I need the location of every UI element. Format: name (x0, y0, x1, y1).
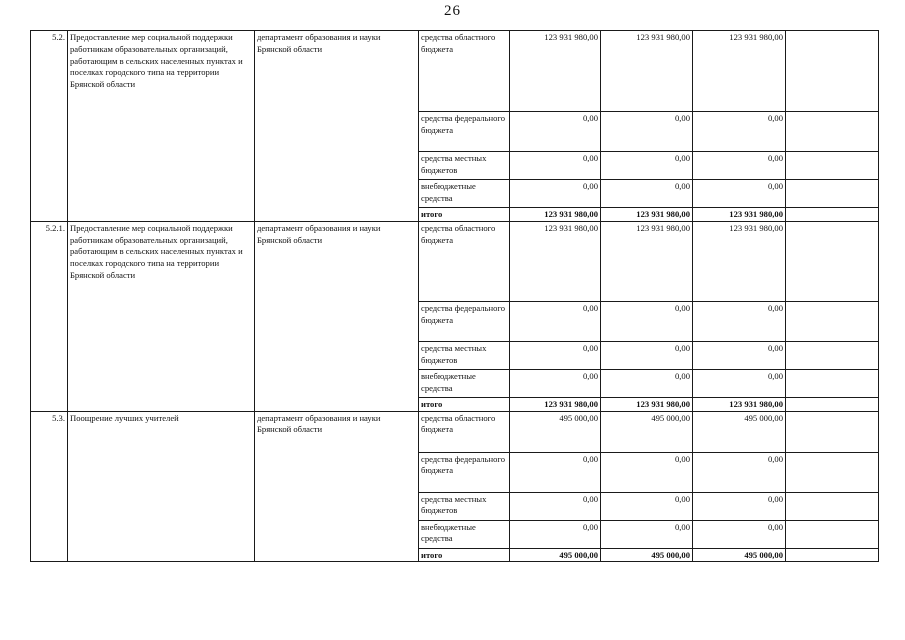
section-executor: департамент образования и науки Брянской области (255, 221, 419, 411)
funding-source: итого (419, 548, 510, 562)
empty-cell (786, 341, 879, 369)
amount-cell: 495 000,00 (601, 548, 693, 562)
empty-cell (786, 152, 879, 180)
amount-cell: 0,00 (693, 341, 786, 369)
amount-cell: 495 000,00 (601, 411, 693, 452)
amount-cell: 0,00 (601, 341, 693, 369)
amount-cell: 123 931 980,00 (601, 221, 693, 301)
funding-source: внебюджетные средства (419, 180, 510, 208)
amount-cell: 495 000,00 (693, 548, 786, 562)
funding-source: средства областного бюджета (419, 221, 510, 301)
amount-cell: 0,00 (693, 301, 786, 341)
table-row (31, 31, 879, 112)
amount-cell: 123 931 980,00 (693, 31, 786, 112)
amount-cell: 123 931 980,00 (510, 221, 601, 301)
empty-cell (786, 452, 879, 492)
amount-cell: 0,00 (693, 152, 786, 180)
section-title: Поощрение лучших учителей (68, 411, 255, 562)
empty-cell (786, 112, 879, 152)
amount-cell: 0,00 (601, 180, 693, 208)
amount-cell: 0,00 (601, 492, 693, 520)
empty-cell (786, 221, 879, 301)
amount-cell: 0,00 (601, 152, 693, 180)
amount-cell: 0,00 (693, 369, 786, 397)
amount-cell: 0,00 (601, 301, 693, 341)
amount-cell: 0,00 (693, 180, 786, 208)
amount-cell: 0,00 (693, 492, 786, 520)
section-number: 5.3. (31, 411, 68, 562)
funding-source: средства областного бюджета (419, 31, 510, 112)
funding-source: средства федерального бюджета (419, 301, 510, 341)
amount-cell: 0,00 (510, 180, 601, 208)
funding-source: средства федерального бюджета (419, 112, 510, 152)
empty-cell (786, 301, 879, 341)
amount-cell: 0,00 (510, 452, 601, 492)
table-row (31, 221, 879, 301)
amount-cell: 0,00 (510, 369, 601, 397)
funding-source: средства областного бюджета (419, 411, 510, 452)
amount-cell: 0,00 (510, 341, 601, 369)
amount-cell: 123 931 980,00 (510, 31, 601, 112)
page-number: 26 (444, 3, 461, 19)
table-row (31, 411, 879, 452)
amount-cell: 0,00 (601, 369, 693, 397)
section-title: Предоставление мер социальной поддержки работникам образовательных организаций, работающим в сельских населенных пунктах и поселках городского типа на территории Брянской области (68, 221, 255, 411)
section-executor: департамент образования и науки Брянской области (255, 31, 419, 222)
amount-cell: 0,00 (601, 452, 693, 492)
amount-cell: 0,00 (510, 112, 601, 152)
empty-cell (786, 180, 879, 208)
empty-cell (786, 411, 879, 452)
amount-cell: 0,00 (510, 301, 601, 341)
section-executor: департамент образования и науки Брянской области (255, 411, 419, 562)
empty-cell (786, 492, 879, 520)
funding-source: средства местных бюджетов (419, 152, 510, 180)
funding-source: итого (419, 397, 510, 411)
funding-source: внебюджетные средства (419, 369, 510, 397)
section-number: 5.2. (31, 31, 68, 222)
amount-cell: 495 000,00 (510, 411, 601, 452)
amount-cell: 495 000,00 (510, 548, 601, 562)
amount-cell: 495 000,00 (693, 411, 786, 452)
amount-cell: 123 931 980,00 (510, 208, 601, 222)
amount-cell: 123 931 980,00 (693, 208, 786, 222)
funding-source: итого (419, 208, 510, 222)
amount-cell: 0,00 (601, 112, 693, 152)
empty-cell (786, 369, 879, 397)
amount-cell: 123 931 980,00 (601, 31, 693, 112)
amount-cell: 123 931 980,00 (601, 397, 693, 411)
budget-table (30, 30, 879, 562)
funding-source: средства федерального бюджета (419, 452, 510, 492)
amount-cell: 123 931 980,00 (510, 397, 601, 411)
amount-cell: 0,00 (510, 520, 601, 548)
amount-cell: 123 931 980,00 (601, 208, 693, 222)
funding-source: внебюджетные средства (419, 520, 510, 548)
section-title: Предоставление мер социальной поддержки работникам образовательных организаций, работающим в сельских населенных пунктах и поселках городского типа на территории Брянской области (68, 31, 255, 222)
amount-cell: 0,00 (693, 452, 786, 492)
section-number: 5.2.1. (31, 221, 68, 411)
amount-cell: 0,00 (510, 492, 601, 520)
funding-source: средства местных бюджетов (419, 341, 510, 369)
empty-cell (786, 520, 879, 548)
amount-cell: 123 931 980,00 (693, 221, 786, 301)
empty-cell (786, 208, 879, 222)
amount-cell: 123 931 980,00 (693, 397, 786, 411)
amount-cell: 0,00 (693, 112, 786, 152)
amount-cell: 0,00 (601, 520, 693, 548)
empty-cell (786, 31, 879, 112)
amount-cell: 0,00 (693, 520, 786, 548)
funding-source: средства местных бюджетов (419, 492, 510, 520)
amount-cell: 0,00 (510, 152, 601, 180)
empty-cell (786, 548, 879, 562)
empty-cell (786, 397, 879, 411)
